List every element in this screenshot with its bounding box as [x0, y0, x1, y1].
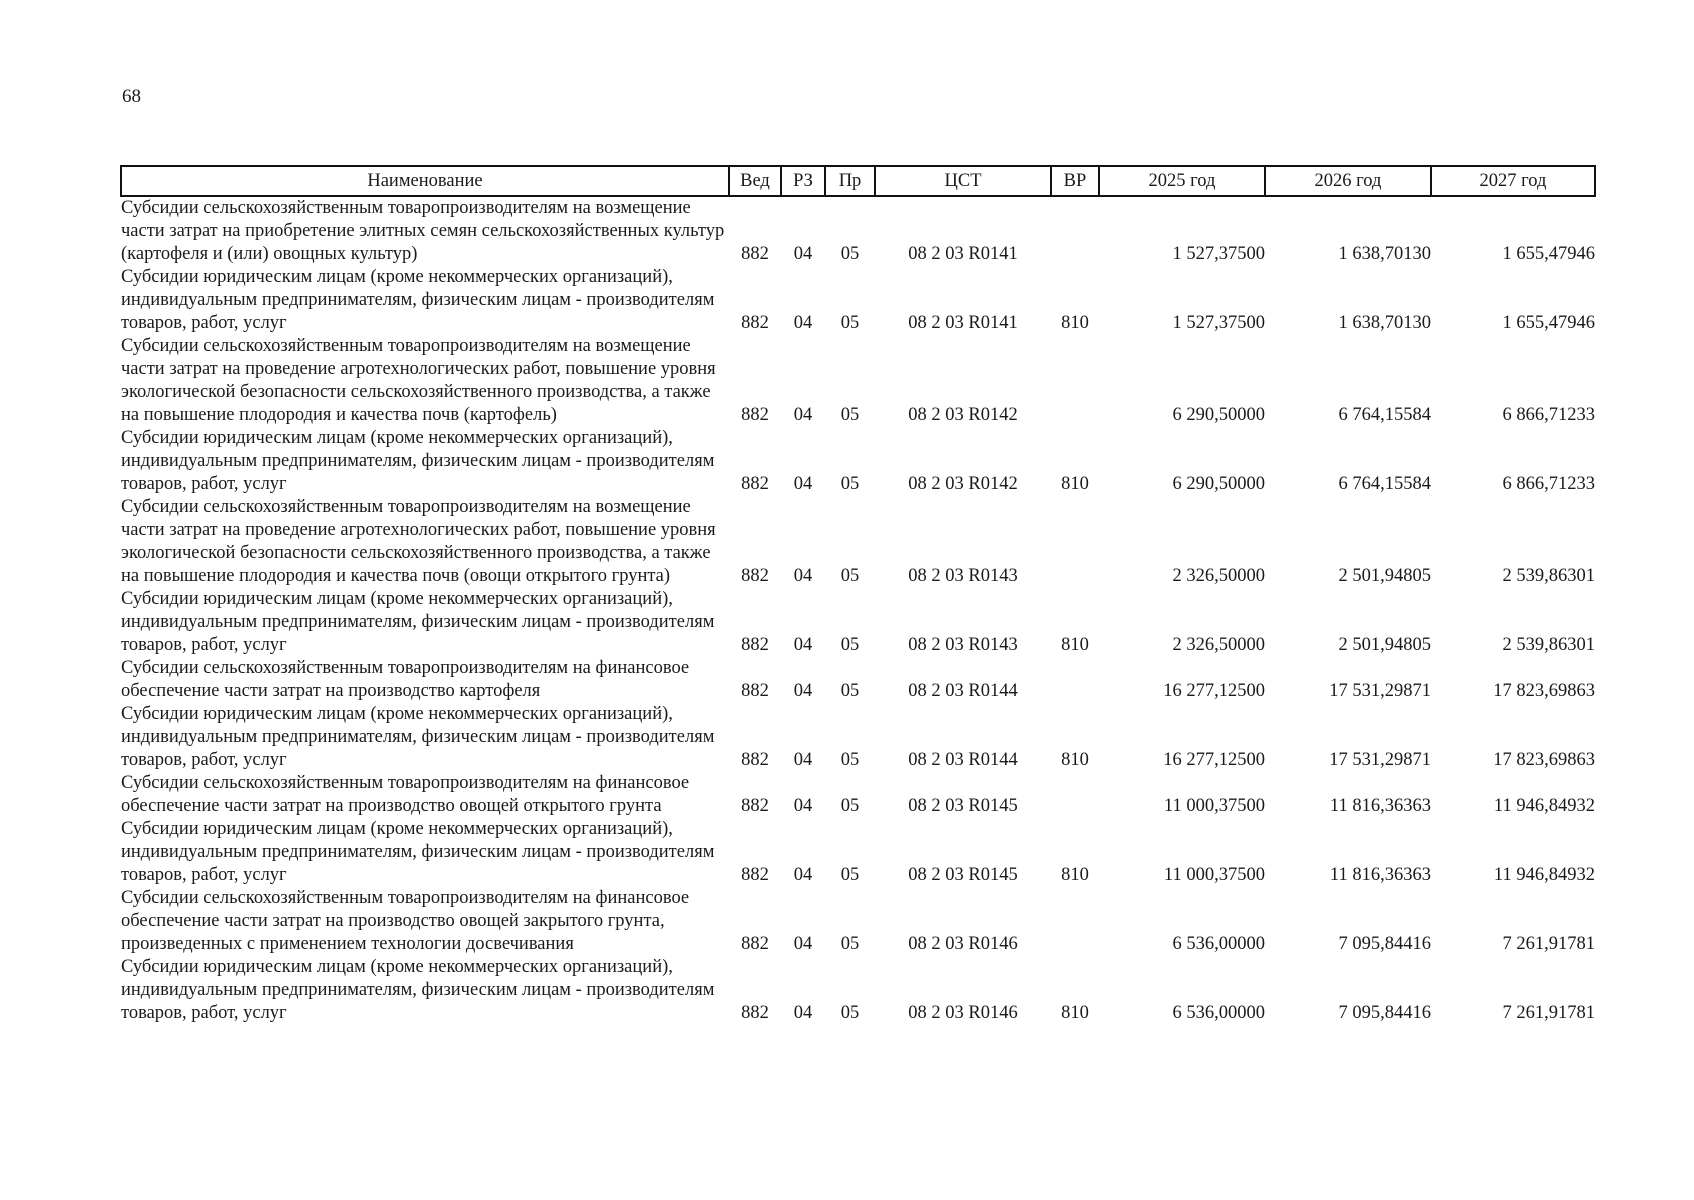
cell-2025: 6 290,50000 — [1172, 474, 1265, 494]
cell-name: Субсидии юридическим лицам (кроме некоммерческих организаций), индивидуальным предпринимателям, физическим лицам - производителям товаров, работ, услуг — [121, 267, 715, 333]
cell-rz: 04 — [793, 681, 813, 701]
cell-2027: 2 539,86301 — [1502, 566, 1595, 586]
cell-2026: 6 764,15584 — [1338, 405, 1431, 425]
table-row — [121, 818, 1595, 887]
cell-2026: 11 816,36363 — [1329, 865, 1431, 885]
cell-2027: 17 823,69863 — [1493, 750, 1595, 770]
cell-rz: 04 — [793, 796, 813, 816]
cell-rz: 04 — [793, 750, 813, 770]
cell-ved: 882 — [741, 1003, 769, 1023]
cell-2026: 7 095,84416 — [1338, 1003, 1431, 1023]
cell-cst: 08 2 03 R0144 — [908, 750, 1018, 770]
cell-name: Субсидии юридическим лицам (кроме некоммерческих организаций), индивидуальным предпринимателям, физическим лицам - производителям товаров, работ, услуг — [121, 428, 715, 494]
page-number: 68 — [122, 86, 141, 107]
cell-vr: 810 — [1061, 1003, 1089, 1023]
cell-vr: 810 — [1061, 313, 1089, 333]
table-row — [121, 266, 1595, 335]
cell-ved: 882 — [741, 244, 769, 264]
cell-pr: 05 — [840, 244, 860, 264]
cell-pr: 05 — [840, 1003, 860, 1023]
cell-rz: 04 — [793, 405, 813, 425]
header-ved: Вед — [729, 166, 781, 196]
cell-vr: 810 — [1061, 865, 1089, 885]
table-row — [121, 772, 1595, 818]
cell-2026: 17 531,29871 — [1329, 750, 1431, 770]
cell-name: Субсидии сельскохозяйственным товаропроизводителям на возмещение части затрат на проведение агротехнологических работ, повышение уровня экологической безопасности сельскохозяйственного производства, а также на повышение плодородия и качества почв (картофель) — [121, 336, 716, 425]
cell-2025: 1 527,37500 — [1172, 313, 1265, 333]
header-2026: 2026 год — [1265, 166, 1431, 196]
cell-2027: 17 823,69863 — [1493, 681, 1595, 701]
cell-name: Субсидии сельскохозяйственным товаропроизводителям на возмещение части затрат на проведение агротехнологических работ, повышение уровня экологической безопасности сельскохозяйственного производства, а также на повышение плодородия и качества почв (овощи открытого грунта) — [121, 497, 716, 586]
table-header — [121, 166, 1595, 196]
cell-ved: 882 — [741, 566, 769, 586]
table-row — [121, 588, 1595, 657]
cell-2026: 1 638,70130 — [1338, 244, 1431, 264]
table-body — [121, 196, 1595, 1025]
header-name: Наименование — [121, 166, 729, 196]
cell-vr — [1051, 196, 1099, 266]
cell-vr — [1051, 772, 1099, 818]
header-pr: Пр — [825, 166, 875, 196]
header-2025: 2025 год — [1099, 166, 1265, 196]
cell-cst: 08 2 03 R0145 — [908, 796, 1018, 816]
cell-name: Субсидии сельскохозяйственным товаропроизводителям на финансовое обеспечение части затрат на производство картофеля — [121, 658, 690, 701]
cell-pr: 05 — [840, 796, 860, 816]
table-row — [121, 703, 1595, 772]
cell-2027: 2 539,86301 — [1502, 635, 1595, 655]
table-row — [121, 496, 1595, 588]
cell-rz: 04 — [793, 244, 813, 264]
cell-name: Субсидии сельскохозяйственным товаропроизводителям на финансовое обеспечение части затрат на производство овощей закрытого грунта, произведенных с применением технологии досвечивания — [121, 888, 690, 954]
cell-pr: 05 — [840, 681, 860, 701]
cell-2027: 6 866,71233 — [1502, 474, 1595, 494]
cell-2026: 6 764,15584 — [1338, 474, 1431, 494]
cell-2025: 11 000,37500 — [1163, 865, 1265, 885]
cell-pr: 05 — [840, 566, 860, 586]
cell-ved: 882 — [741, 865, 769, 885]
cell-2025: 6 290,50000 — [1172, 405, 1265, 425]
cell-2025: 6 536,00000 — [1172, 1003, 1265, 1023]
cell-ved: 882 — [741, 635, 769, 655]
cell-vr — [1051, 657, 1099, 703]
cell-rz: 04 — [793, 566, 813, 586]
cell-cst: 08 2 03 R0145 — [908, 865, 1018, 885]
cell-2025: 6 536,00000 — [1172, 934, 1265, 954]
cell-pr: 05 — [840, 474, 860, 494]
cell-2027: 11 946,84932 — [1493, 865, 1595, 885]
cell-vr — [1051, 335, 1099, 427]
cell-ved: 882 — [741, 934, 769, 954]
cell-2026: 2 501,94805 — [1338, 635, 1431, 655]
cell-cst: 08 2 03 R0141 — [908, 244, 1018, 264]
cell-pr: 05 — [840, 405, 860, 425]
cell-2027: 1 655,47946 — [1502, 313, 1595, 333]
cell-2027: 11 946,84932 — [1493, 796, 1595, 816]
cell-2025: 2 326,50000 — [1172, 635, 1265, 655]
cell-2027: 7 261,91781 — [1502, 1003, 1595, 1023]
cell-vr — [1051, 887, 1099, 956]
cell-pr: 05 — [840, 750, 860, 770]
cell-2026: 11 816,36363 — [1329, 796, 1431, 816]
cell-cst: 08 2 03 R0143 — [908, 635, 1018, 655]
cell-pr: 05 — [840, 635, 860, 655]
budget-table — [120, 165, 1596, 1025]
table-row — [121, 657, 1595, 703]
cell-pr: 05 — [840, 865, 860, 885]
header-cst: ЦСТ — [875, 166, 1051, 196]
cell-ved: 882 — [741, 796, 769, 816]
cell-2025: 1 527,37500 — [1172, 244, 1265, 264]
cell-2025: 16 277,12500 — [1163, 750, 1265, 770]
header-vr: ВР — [1051, 166, 1099, 196]
cell-cst: 08 2 03 R0142 — [908, 474, 1018, 494]
cell-2027: 6 866,71233 — [1502, 405, 1595, 425]
cell-2026: 7 095,84416 — [1338, 934, 1431, 954]
table-row — [121, 887, 1595, 956]
cell-ved: 882 — [741, 681, 769, 701]
cell-cst: 08 2 03 R0143 — [908, 566, 1018, 586]
cell-rz: 04 — [793, 635, 813, 655]
cell-2026: 1 638,70130 — [1338, 313, 1431, 333]
cell-vr — [1051, 496, 1099, 588]
header-row — [121, 166, 1595, 196]
table-row — [121, 196, 1595, 266]
header-rz: РЗ — [781, 166, 825, 196]
cell-name: Субсидии сельскохозяйственным товаропроизводителям на финансовое обеспечение части затрат на производство овощей открытого грунта — [121, 773, 690, 816]
cell-vr: 810 — [1061, 750, 1089, 770]
cell-cst: 08 2 03 R0144 — [908, 681, 1018, 701]
cell-name: Субсидии юридическим лицам (кроме некоммерческих организаций), индивидуальным предпринимателям, физическим лицам - производителям товаров, работ, услуг — [121, 704, 715, 770]
cell-2026: 2 501,94805 — [1338, 566, 1431, 586]
cell-2027: 1 655,47946 — [1502, 244, 1595, 264]
cell-name: Субсидии сельскохозяйственным товаропроизводителям на возмещение части затрат на приобретение элитных семян сельскохозяйственных культур (картофеля и (или) овощных культур) — [121, 198, 725, 264]
cell-ved: 882 — [741, 405, 769, 425]
cell-rz: 04 — [793, 313, 813, 333]
cell-vr: 810 — [1061, 635, 1089, 655]
cell-rz: 04 — [793, 1003, 813, 1023]
cell-ved: 882 — [741, 474, 769, 494]
cell-pr: 05 — [840, 313, 860, 333]
cell-2025: 2 326,50000 — [1172, 566, 1265, 586]
cell-rz: 04 — [793, 474, 813, 494]
cell-name: Субсидии юридическим лицам (кроме некоммерческих организаций), индивидуальным предпринимателям, физическим лицам - производителям товаров, работ, услуг — [121, 819, 715, 885]
cell-rz: 04 — [793, 934, 813, 954]
cell-pr: 05 — [840, 934, 860, 954]
cell-rz: 04 — [793, 865, 813, 885]
cell-ved: 882 — [741, 750, 769, 770]
cell-2027: 7 261,91781 — [1502, 934, 1595, 954]
cell-vr: 810 — [1061, 474, 1089, 494]
cell-cst: 08 2 03 R0142 — [908, 405, 1018, 425]
cell-ved: 882 — [741, 313, 769, 333]
cell-cst: 08 2 03 R0146 — [908, 1003, 1018, 1023]
header-2027: 2027 год — [1431, 166, 1595, 196]
cell-name: Субсидии юридическим лицам (кроме некоммерческих организаций), индивидуальным предпринимателям, физическим лицам - производителям товаров, работ, услуг — [121, 957, 715, 1023]
cell-name: Субсидии юридическим лицам (кроме некоммерческих организаций), индивидуальным предпринимателям, физическим лицам - производителям товаров, работ, услуг — [121, 589, 715, 655]
table-row — [121, 427, 1595, 496]
table-row — [121, 335, 1595, 427]
cell-2026: 17 531,29871 — [1329, 681, 1431, 701]
cell-2025: 11 000,37500 — [1163, 796, 1265, 816]
cell-cst: 08 2 03 R0141 — [908, 313, 1018, 333]
cell-cst: 08 2 03 R0146 — [908, 934, 1018, 954]
table-row — [121, 956, 1595, 1025]
cell-2025: 16 277,12500 — [1163, 681, 1265, 701]
